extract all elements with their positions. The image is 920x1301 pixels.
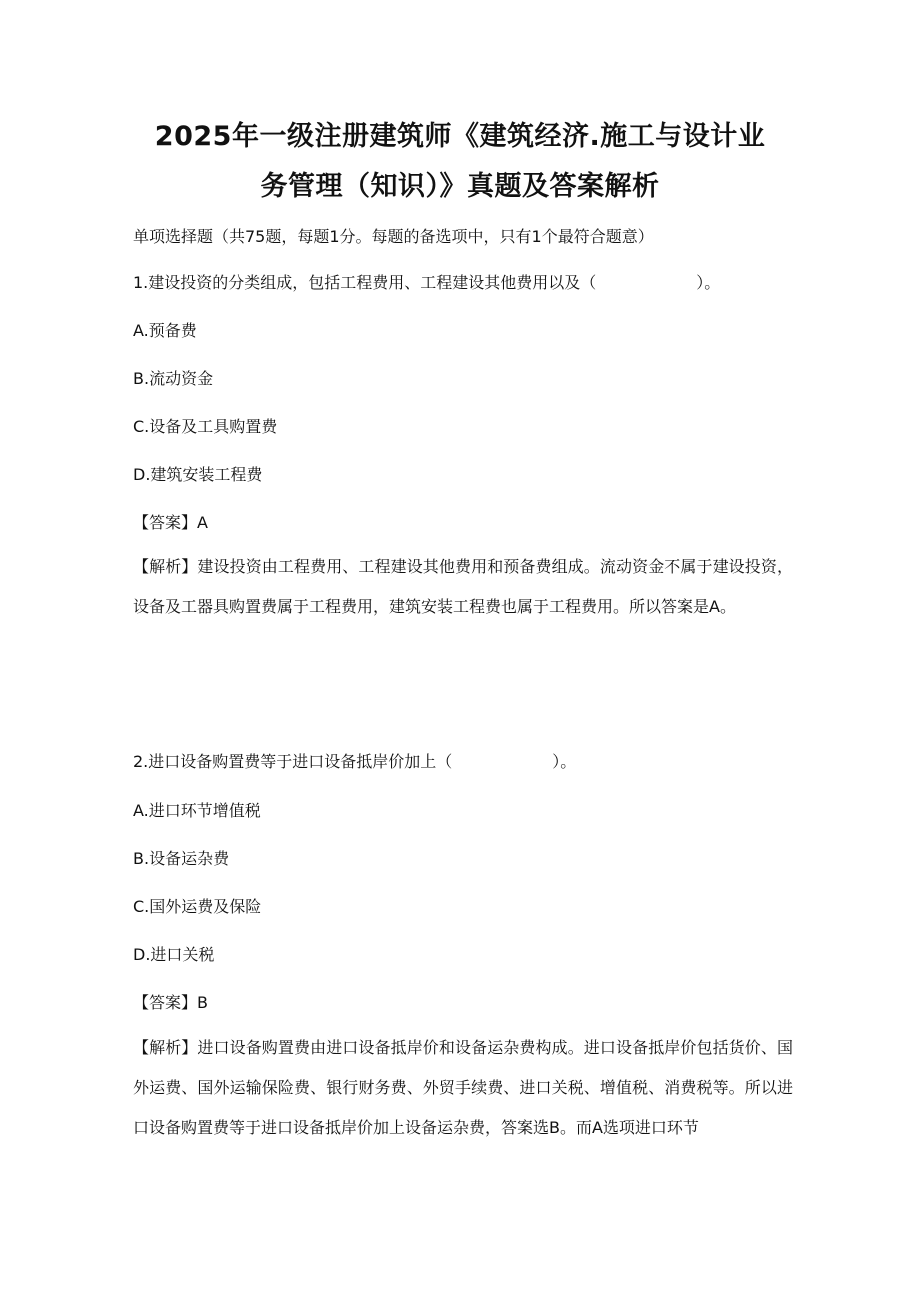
question-1-analysis: 【解析】建设投资由工程费用、工程建设其他费用和预备费组成。流动资金不属于建设投资，设备及工器具购置费属于工程费用，建筑安装工程费也属于工程费用。所以答案是A。 xyxy=(133,557,793,616)
question-2-stem-end: ）。 xyxy=(552,752,577,771)
question-1-option-d: D.建筑安装工程费 xyxy=(133,465,263,484)
question-1-option-b: B.流动资金 xyxy=(133,369,214,388)
document-title-line-1: 2025年一级注册建筑师《建筑经济.施工与设计业 xyxy=(154,121,766,152)
question-1-option-c: C.设备及工具购置费 xyxy=(133,417,278,436)
question-1-stem xyxy=(133,270,720,293)
document-title-line-2: 务管理（知识）》真题及答案解析 xyxy=(260,171,660,202)
section-heading: 单项选择题（共75题，每题1分。每题的备选项中，只有1个最符合题意） xyxy=(133,227,654,246)
question-2-answer: 【答案】B xyxy=(133,993,208,1012)
question-2-option-d: D.进口关税 xyxy=(133,945,215,964)
question-2-stem xyxy=(133,749,576,772)
question-2-option-b: B.设备运杂费 xyxy=(133,849,230,868)
question-2-stem-text: 2.进口设备购置费等于进口设备抵岸价加上（ xyxy=(133,752,453,771)
question-1-answer: 【答案】A xyxy=(133,513,208,532)
question-2-option-a: A.进口环节增值税 xyxy=(133,801,261,820)
question-2-analysis: 【解析】进口设备购置费由进口设备抵岸价和设备运杂费构成。进口设备抵岸价包括货价、国外运费、国外运输保险费、银行财务费、外贸手续费、进口关税、增值税、消费税等。所以进口设备购置费等于进口设备抵岸价加上设备运杂费，答案选B。而A选项进口环节 xyxy=(133,1038,793,1137)
question-1-stem-end: ）。 xyxy=(696,273,721,292)
question-1-stem-text: 1.建设投资的分类组成，包括工程费用、工程建设其他费用以及（ xyxy=(133,273,597,292)
question-2-option-c: C.国外运费及保险 xyxy=(133,897,262,916)
question-1-option-a: A.预备费 xyxy=(133,321,197,340)
